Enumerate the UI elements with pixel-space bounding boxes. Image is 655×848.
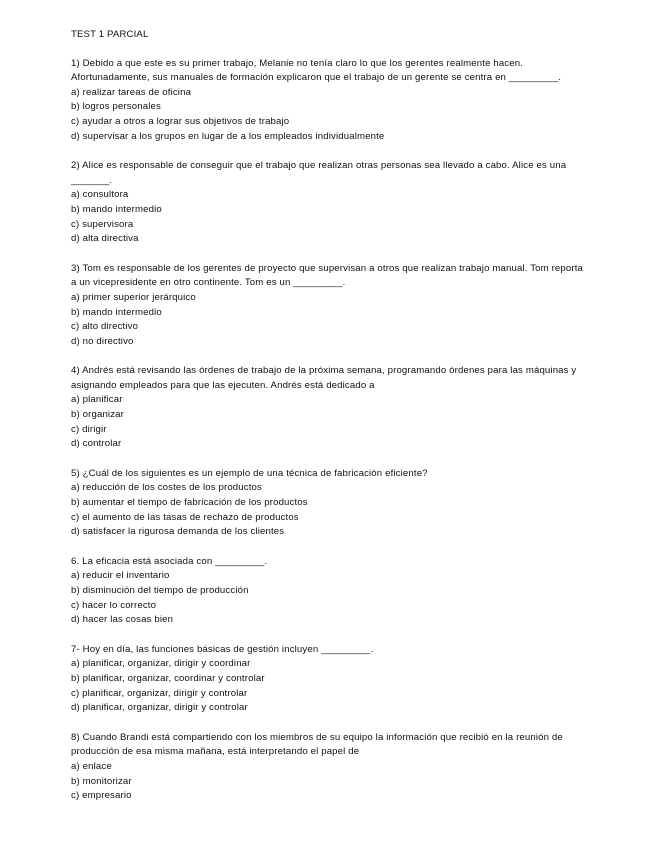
answer-option: d) alta directiva xyxy=(71,233,139,245)
answer-option: d) satisfacer la rigurosa demanda de los clientes xyxy=(71,526,285,538)
answer-option: b) mando intermedio xyxy=(71,306,162,318)
answer-option: d) controlar xyxy=(71,438,122,450)
page-title: TEST 1 PARCIAL xyxy=(71,29,149,40)
answer-options xyxy=(71,393,591,451)
answer-options xyxy=(71,86,591,144)
question-stem: 6. La eficacia está asociada con _________. xyxy=(71,555,268,567)
answer-option: a) reducción de los costes de los productos xyxy=(71,482,262,494)
answer-options xyxy=(71,188,591,246)
question-7 xyxy=(71,643,591,716)
question-5 xyxy=(71,467,591,540)
answer-option: c) empresario xyxy=(71,790,132,802)
question-6 xyxy=(71,555,591,628)
answer-option: a) planificar xyxy=(71,394,123,406)
answer-option: c) supervisora xyxy=(71,218,134,230)
question-stem: 5) ¿Cuál de los siguientes es un ejemplo de una técnica de fabricación eficiente? xyxy=(71,467,428,479)
answer-option: d) no directivo xyxy=(71,335,134,347)
answer-option: a) consultora xyxy=(71,189,129,201)
answer-option: a) primer superior jerárquico xyxy=(71,291,196,303)
document-page xyxy=(71,28,591,819)
question-3 xyxy=(71,262,591,350)
answer-option: b) planificar, organizar, coordinar y controlar xyxy=(71,672,265,684)
answer-option: c) hacer lo correcto xyxy=(71,599,157,611)
answer-option: c) alto directivo xyxy=(71,321,139,333)
answer-options xyxy=(71,569,591,627)
question-1 xyxy=(71,57,591,145)
question-stem: 4) Andrés está revisando las órdenes de trabajo de la próxima semana, programando órdenes para las máquinas y asignando empleados para que las ejecuten. Andrés está dedicado a xyxy=(71,365,577,391)
question-stem: 2) Alice es responsable de conseguir que el trabajo que realizan otras personas sea llevado a cabo. Alice es una _______. xyxy=(71,160,567,186)
answer-option: b) aumentar el tiempo de fabricación de los productos xyxy=(71,497,308,509)
answer-option: b) disminución del tiempo de producción xyxy=(71,585,249,596)
answer-option: b) mando intermedio xyxy=(71,203,162,215)
answer-option: c) el aumento de las tasas de rechazo de productos xyxy=(71,511,299,523)
answer-option: c) dirigir xyxy=(71,423,107,435)
question-8 xyxy=(71,731,591,804)
answer-option: c) ayudar a otros a lograr sus objetivos de trabajo xyxy=(71,115,290,127)
answer-option: a) planificar, organizar, dirigir y coordinar xyxy=(71,658,251,670)
question-stem: 1) Debido a que este es su primer trabajo, Melanie no tenía claro lo que los gerentes realmente hacen. Afortunadamente, sus manuales de formación explicaron que el trabajo de un gerente se centra en _________. xyxy=(71,57,562,84)
question-stem: 8) Cuando Brandi está compartiendo con los miembros de su equipo la información que recibió en la reunión de producción de esa misma mañana, está interpretando el papel de xyxy=(71,731,563,758)
question-4 xyxy=(71,364,591,452)
answer-options xyxy=(71,657,591,715)
answer-options xyxy=(71,481,591,539)
answer-option: a) reducir el inventario xyxy=(71,570,170,582)
question-stem: 7- Hoy en día, las funciones básicas de gestión incluyen _________. xyxy=(71,643,374,655)
answer-option: a) enlace xyxy=(71,760,112,772)
answer-options xyxy=(71,291,591,349)
answer-option: c) planificar, organizar, dirigir y controlar xyxy=(71,687,248,699)
answer-option: a) realizar tareas de oficina xyxy=(71,86,192,98)
question-2 xyxy=(71,159,591,247)
answer-options xyxy=(71,760,591,804)
answer-option: d) hacer las cosas bien xyxy=(71,614,174,626)
answer-option: d) supervisar a los grupos en lugar de a los empleados individualmente xyxy=(71,130,385,142)
answer-option: d) planificar, organizar, dirigir y controlar xyxy=(71,702,248,714)
question-stem: 3) Tom es responsable de los gerentes de proyecto que supervisan a otros que realizan trabajo manual. Tom reporta a un vicepresidente en otro continente. Tom es un _________. xyxy=(71,262,584,289)
answer-option: b) monitorizar xyxy=(71,775,132,787)
answer-option: b) logros personales xyxy=(71,101,161,113)
answer-option: b) organizar xyxy=(71,409,124,421)
